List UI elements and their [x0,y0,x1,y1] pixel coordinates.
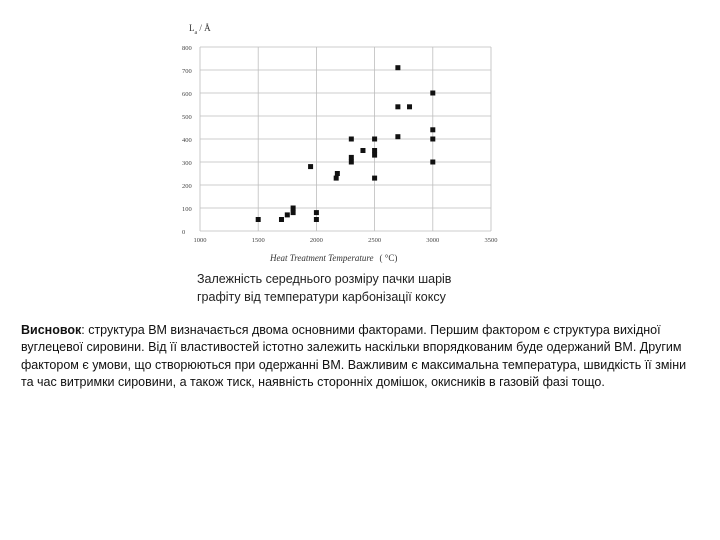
y-tick-label-7: 700 [182,68,192,75]
x-tick-label-0: 1000 [193,237,207,244]
data-point-15 [372,153,377,158]
data-point-0 [256,217,261,222]
data-point-6 [314,217,319,222]
x-axis-label: Heat Treatment Temperature ( °C) [270,253,398,263]
data-points [256,65,436,222]
figure-caption [197,270,527,306]
data-point-14 [372,176,377,181]
data-point-17 [372,137,377,142]
x-tick-label-2: 2000 [309,237,323,244]
data-point-25 [430,91,435,96]
caption-line-1: Залежність середнього розміру пачки шарів [197,272,452,286]
data-point-24 [430,127,435,132]
data-point-2 [285,212,290,217]
data-point-7 [314,210,319,215]
y-tick-label-6: 600 [182,91,192,98]
grid-lines [200,47,491,231]
chart-svg [170,14,510,270]
data-point-21 [407,104,412,109]
y-tick-label-1: 100 [182,206,192,213]
caption-line-2: графіту від температури карбонізації коксу [197,290,446,304]
data-point-10 [349,160,354,165]
data-point-23 [430,137,435,142]
data-point-16 [372,148,377,153]
data-point-12 [349,137,354,142]
conclusion-body: : структура ВМ визначається двома основними факторами. Першим фактором є структура вихідної вуглецевої сировини. Від її властивостей істотно залежить наскільки впорядкованим буде одержаний ВМ. Другим фактором є умови, що створюються при одержанні ВМ. Важливим є максимальна температура, швидкість її зміни та час витримки сировини, а також тиск, наявність сторонніх домішок, окисників в газовій фазі тощо. [21,323,687,390]
data-point-19 [395,104,400,109]
data-point-9 [335,171,340,176]
y-tick-label-2: 200 [182,183,192,190]
x-tick-label-5: 3500 [484,237,498,244]
data-point-22 [430,160,435,165]
y-tick-label-5: 500 [182,114,192,121]
scatter-chart [170,14,510,270]
y-tick-label-4: 400 [182,137,192,144]
y-tick-label-8: 800 [182,45,192,52]
data-point-5 [308,164,313,169]
x-tick-label-1: 1500 [251,237,265,244]
data-point-13 [360,148,365,153]
x-tick-label-3: 2500 [368,237,382,244]
y-tick-label-3: 300 [182,160,192,167]
data-point-18 [395,134,400,139]
y-tick-label-0: 0 [182,229,186,236]
conclusion-paragraph [21,322,696,392]
data-point-3 [291,210,296,215]
data-point-11 [349,155,354,160]
y-axis-label: $L_a$ / Å [189,23,211,36]
conclusion-lead: Висновок [21,323,82,337]
data-point-1 [279,217,284,222]
data-point-8 [334,176,339,181]
y-tick-labels [182,45,192,236]
data-point-4 [291,206,296,211]
data-point-20 [395,65,400,70]
x-tick-label-4: 3000 [426,237,440,244]
x-tick-labels [194,237,498,244]
